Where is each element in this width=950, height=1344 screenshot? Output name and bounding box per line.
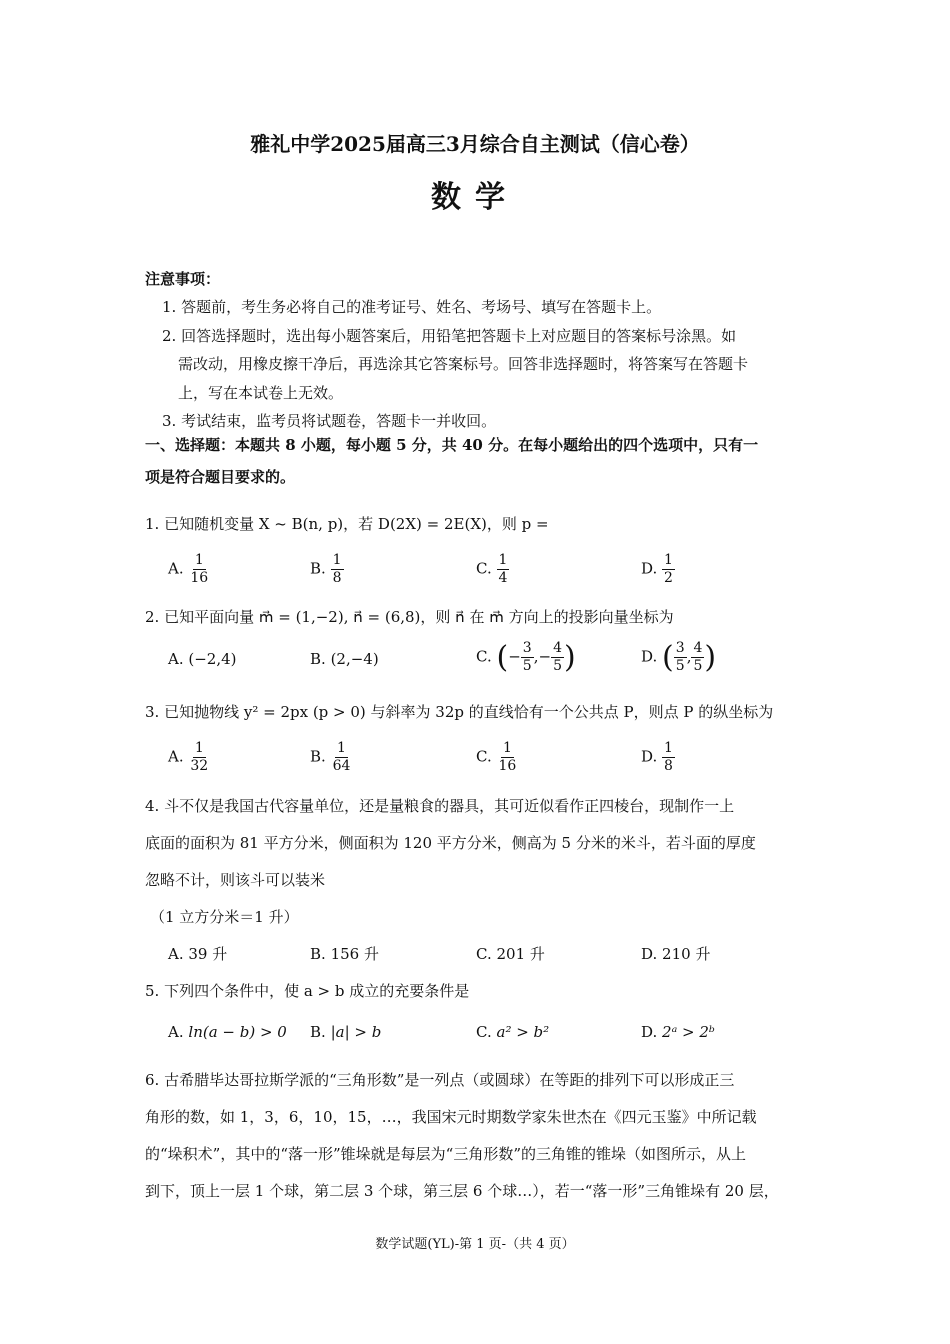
option-text: 201 升 xyxy=(496,945,545,963)
option-text: 39 升 xyxy=(188,945,228,963)
question-6-line-2: 角形的数，如 1，3，6，10，15，…，我国宋元时期数学家朱世杰在《四元玉鉴》中所记载 xyxy=(145,1108,757,1126)
numerator: 1 xyxy=(502,740,512,756)
q5-option-d xyxy=(641,1023,715,1041)
denominator: 16 xyxy=(190,570,209,586)
subject-title: 数学 xyxy=(431,180,519,215)
option-text: 210 升 xyxy=(662,945,711,963)
q2-option-b xyxy=(310,650,379,668)
fraction xyxy=(521,640,534,675)
q1-option-c xyxy=(476,552,509,587)
fraction xyxy=(662,552,675,587)
q2-option-c xyxy=(476,640,576,675)
numerator: 1 xyxy=(337,740,346,756)
option-text: a² > b² xyxy=(496,1023,550,1041)
option-text: (−2,4) xyxy=(188,650,237,668)
denominator: 5 xyxy=(693,658,703,674)
left-paren: ( xyxy=(496,639,509,675)
option-label: D. xyxy=(641,945,658,963)
q4-option-b xyxy=(310,943,379,964)
separator: ,− xyxy=(533,647,552,666)
denominator: 5 xyxy=(553,658,562,674)
numerator: 1 xyxy=(664,740,673,756)
question-5-stem: 5. 下列四个条件中，使 a > b 成立的充要条件是 xyxy=(145,982,470,1000)
q1-option-d xyxy=(641,552,675,587)
fraction xyxy=(331,740,353,775)
denominator: 16 xyxy=(498,758,517,774)
question-4-line-1: 4. 斗不仅是我国古代容量单位，还是量粮食的器具，其可近似看作正四棱台，现制作一上 xyxy=(145,797,735,815)
notes-heading: 注意事项： xyxy=(145,270,221,288)
q3-option-c xyxy=(476,740,518,775)
option-label: D. xyxy=(641,747,658,766)
option-label: C. xyxy=(476,559,492,578)
numerator: 3 xyxy=(675,640,685,656)
numerator: 1 xyxy=(332,552,342,568)
option-text: ln(a − b) > 0 xyxy=(188,1023,287,1041)
option-text: 156 升 xyxy=(330,945,379,963)
numerator: 1 xyxy=(194,740,204,756)
q3-option-b xyxy=(310,740,352,775)
right-paren: ) xyxy=(704,639,717,675)
option-label: D. xyxy=(641,559,658,578)
q5-option-b xyxy=(310,1023,381,1041)
option-label: B. xyxy=(310,945,326,963)
option-label: B. xyxy=(310,650,326,668)
fraction xyxy=(497,552,510,587)
option-label: D. xyxy=(641,1023,658,1041)
denominator: 8 xyxy=(332,570,342,586)
option-label: A. xyxy=(168,1023,184,1041)
q1-option-b xyxy=(310,552,344,587)
right-paren: ) xyxy=(563,639,576,675)
denominator: 2 xyxy=(664,570,673,586)
fraction xyxy=(551,640,564,675)
exam-title: 雅礼中学2025届高三3月综合自主测试（信心卷） xyxy=(250,132,700,156)
denominator: 8 xyxy=(664,758,673,774)
question-4-line-2: 底面的面积为 81 平方分米，侧面积为 120 平方分米，侧高为 5 分米的米斗，若斗面的厚度 xyxy=(145,834,756,852)
numerator: 1 xyxy=(194,552,204,568)
question-6-line-3: 的“垛积术”，其中的“落一形”锥垛就是每层为“三角形数”的三角锥的锥垛（如图所示，从上 xyxy=(145,1145,747,1163)
option-label: B. xyxy=(310,559,326,578)
q5-option-c xyxy=(476,1023,549,1041)
left-paren: ( xyxy=(662,639,674,675)
denominator: 64 xyxy=(332,758,351,774)
option-label: B. xyxy=(310,747,326,766)
note-item-2: 2. 回答选择题时，选出每小题答案后，用铅笔把答题卡上对应题目的答案标号涂黑。如 xyxy=(162,327,737,345)
option-label: C. xyxy=(476,945,492,963)
option-label: D. xyxy=(641,647,658,666)
fraction xyxy=(188,740,210,775)
question-2-stem: 2. 已知平面向量 m⃗ = (1,−2), n⃗ = (6,8)，则 n⃗ 在 m⃗ 方向上的投影向量坐标为 xyxy=(145,608,674,626)
note-item-2-cont2: 上，写在本试卷上无效。 xyxy=(178,384,344,402)
q4-option-a xyxy=(168,943,227,964)
denominator: 5 xyxy=(522,658,532,674)
fraction xyxy=(662,740,675,775)
q3-option-d xyxy=(641,740,675,775)
q3-option-a xyxy=(168,740,210,775)
sign: − xyxy=(508,647,521,666)
section-heading: 一、选择题：本题共 8 小题，每小题 5 分，共 40 分。在每小题给出的四个选项中，只有一 xyxy=(145,436,759,454)
numerator: 4 xyxy=(693,640,703,656)
option-text: (2,−4) xyxy=(330,650,379,668)
option-text: |a| > b xyxy=(330,1023,382,1041)
option-text: 2ᵃ > 2ᵇ xyxy=(662,1023,715,1041)
section-heading-cont: 项是符合题目要求的。 xyxy=(145,468,296,486)
numerator: 1 xyxy=(498,552,508,568)
note-item-2-cont: 需改动，用橡皮擦干净后，再选涂其它答案标号。回答非选择题时，将答案写在答题卡 xyxy=(178,355,749,373)
fraction xyxy=(674,640,687,675)
numerator: 3 xyxy=(522,640,532,656)
separator: , xyxy=(686,647,692,666)
numerator: 1 xyxy=(664,552,673,568)
q2-option-d xyxy=(641,640,716,675)
question-1-stem: 1. 已知随机变量 X ~ B(n, p)，若 D(2X) = 2E(X)，则 p = xyxy=(145,515,549,533)
option-label: C. xyxy=(476,647,492,666)
question-6-line-1: 6. 古希腊毕达哥拉斯学派的“三角形数”是一列点（或圆球）在等距的排列下可以形成正三 xyxy=(145,1071,735,1089)
numerator: 4 xyxy=(553,640,562,656)
option-label: C. xyxy=(476,1023,492,1041)
fraction xyxy=(331,552,344,587)
page-footer: 数学试题(YL)-第 1 页-（共 4 页） xyxy=(375,1237,575,1252)
question-6-line-4: 到下，顶上一层 1 个球，第二层 3 个球，第三层 6 个球…），若一“落一形”三角锥垛有 20 层， xyxy=(145,1182,779,1200)
fraction xyxy=(691,640,704,675)
note-item-1: 1. 答题前，考生务必将自己的准考证号、姓名、考场号、填写在答题卡上。 xyxy=(162,298,662,316)
q5-option-a xyxy=(168,1023,287,1041)
q4-option-c xyxy=(476,943,545,964)
option-label: A. xyxy=(168,945,184,963)
question-4-line-3: 忽略不计，则该斗可以装米 xyxy=(145,871,326,889)
q1-option-a xyxy=(168,552,210,587)
option-label: B. xyxy=(310,1023,326,1041)
q4-option-d xyxy=(641,943,710,964)
denominator: 32 xyxy=(190,758,209,774)
fraction xyxy=(188,552,210,587)
option-label: A. xyxy=(168,559,184,578)
option-label: A. xyxy=(168,747,184,766)
note-item-3: 3. 考试结束，监考员将试题卷，答题卡一并收回。 xyxy=(162,412,497,430)
fraction xyxy=(497,740,519,775)
question-4-note: （1 立方分米＝1 升） xyxy=(150,908,299,926)
denominator: 5 xyxy=(675,658,685,674)
denominator: 4 xyxy=(498,570,508,586)
q2-option-a xyxy=(168,650,237,668)
option-label: A. xyxy=(168,650,184,668)
question-3-stem: 3. 已知抛物线 y² = 2px (p > 0) 与斜率为 32p 的直线恰有一个公共点 P，则点 P 的纵坐标为 xyxy=(145,703,774,721)
option-label: C. xyxy=(476,747,492,766)
